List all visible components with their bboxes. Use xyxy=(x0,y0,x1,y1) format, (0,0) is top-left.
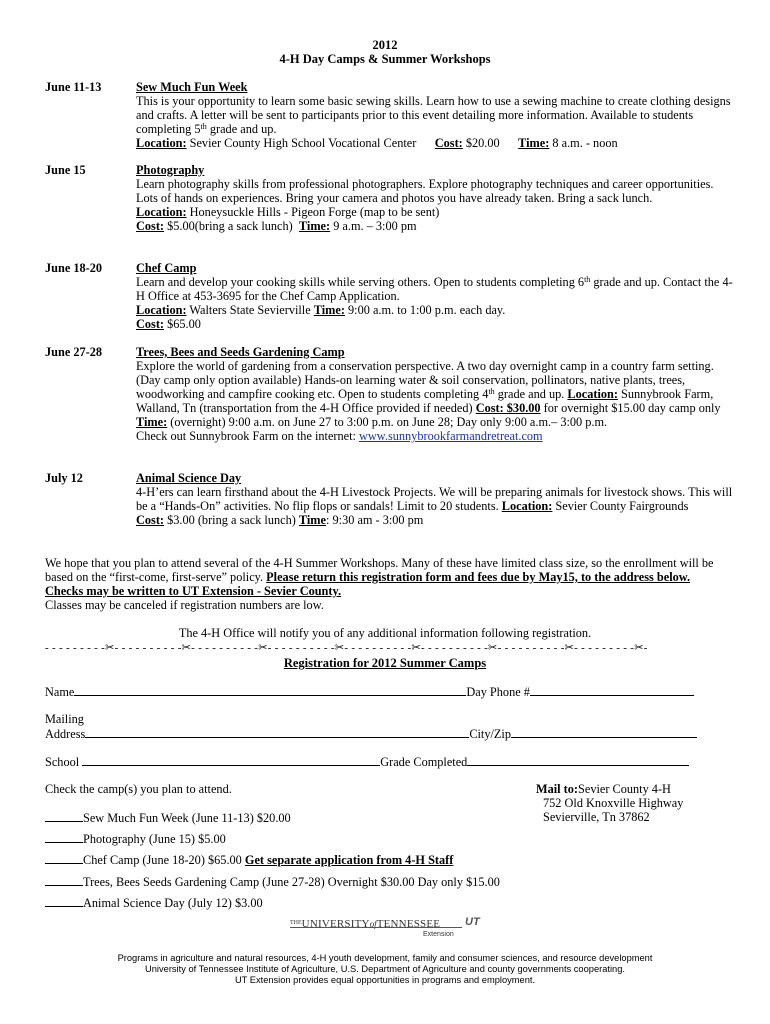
address-label: Address xyxy=(45,727,86,741)
closing-paragraph: We hope that you plan to attend several of the 4-H Summer Workshops. Many of these have limited class size, so the enrollment will be based on the “first-come, first-serve” policy. Please return this registration form and fees due by May15, to the address below. Checks may be written to UT Extension - Sevier County. Classes may be canceled if registration numbers are low. xyxy=(45,556,714,612)
event-name: Photography xyxy=(136,163,205,177)
sunnybrook-link[interactable]: www.sunnybrookfarmandretreat.com xyxy=(359,429,543,443)
event-name: Chef Camp xyxy=(136,261,197,275)
event-description: 4-H’ers can learn firsthand about the 4-H Livestock Projects. We will be preparing animals for livestock shows. This will be a “Hands-On” activities. No flip flops or sandals! Limit to 20 students. Location: Sevier County Fairgrounds xyxy=(136,485,733,513)
event-name: Trees, Bees and Seeds Gardening Camp xyxy=(136,345,345,359)
event-location: Location: Honeysuckle Hills - Pigeon Forge (map to be sent) xyxy=(136,205,440,219)
footer-line-3: UT Extension provides equal opportunities in programs and employment. xyxy=(234,975,536,985)
mail-line-2: 752 Old Knoxville Highway xyxy=(543,796,684,810)
day-phone-line[interactable] xyxy=(530,684,694,696)
name-label: Name xyxy=(45,685,75,699)
camp-option[interactable]: Chef Camp (June 18-20) $65.00 Get separate application from 4-H Staff xyxy=(45,852,453,867)
school-line[interactable] xyxy=(82,754,380,766)
event-details: Location: Sevier County High School Vocational Center Cost: $20.00 Time: 8 a.m. - noon xyxy=(136,136,618,150)
event-date: June 15 xyxy=(45,163,86,177)
event-date: June 27-28 xyxy=(45,345,103,359)
event-cost: Cost: $65.00 xyxy=(136,317,201,331)
footer-line-1: Programs in agriculture and natural resources, 4-H youth development, family and consumer sciences, and resource development xyxy=(117,953,653,963)
cut-line: - - - - - - - - -✂- - - - - - - - - -✂- - - - - - - - - -✂- - - - - - - - - -✂- - - - - - - - - -✂- - - - - - - - - -✂- - - - - - - - - -✂- - - - - - - - -✂- xyxy=(45,642,648,654)
mail-to-address xyxy=(536,782,683,824)
event-description: Learn and develop your cooking skills while serving others. Open to students completing 6th grade and up. Contact the 4-H Office at 453-3695 for the Chef Camp Application. xyxy=(136,275,733,303)
checkbox-blank[interactable] xyxy=(45,810,83,822)
checkbox-blank[interactable] xyxy=(45,852,83,864)
mail-line-3: Sevierville, Tn 37862 xyxy=(543,810,650,824)
university-logo: $^{THE}$UNIVERSITYofTENNESSEE Extension UT xyxy=(290,916,480,938)
mailing-label: Mailing xyxy=(45,712,84,726)
notify-text: The 4-H Office will notify you of any additional information following registration. xyxy=(178,626,592,640)
checkbox-blank[interactable] xyxy=(45,831,83,843)
registration-title: Registration for 2012 Summer Camps xyxy=(283,656,487,670)
city-zip-label: City/Zip xyxy=(469,727,511,741)
address-line[interactable] xyxy=(85,726,469,738)
event-name: Sew Much Fun Week xyxy=(136,80,248,94)
footer-line-2: University of Tennessee Institute of Agriculture, U.S. Department of Agriculture and county governments cooperating. xyxy=(145,964,625,974)
event-date: June 18-20 xyxy=(45,261,103,275)
footer xyxy=(0,953,770,986)
event-website: Check out Sunnybrook Farm on the internet: www.sunnybrookfarmandretreat.com xyxy=(136,429,543,443)
day-phone-label: Day Phone # xyxy=(466,685,530,699)
camp-option[interactable]: Sew Much Fun Week (June 11-13) $20.00 xyxy=(45,810,291,825)
mail-to-label: Mail to: xyxy=(536,782,579,796)
event-name: Animal Science Day xyxy=(136,471,242,485)
camp-option[interactable]: Animal Science Day (July 12) $3.00 xyxy=(45,895,263,910)
check-camps-label: Check the camp(s) you plan to attend. xyxy=(45,782,232,796)
event-time: Time: (overnight) 9:00 a.m. on June 27 to 3:00 p.m. on June 28; Day only 9:00 a.m.– 3:00 p.m. xyxy=(136,415,608,429)
grade-completed-label: Grade Completed xyxy=(380,755,468,769)
document-year: 2012 xyxy=(372,38,398,52)
mail-line-1: Sevier County 4-H xyxy=(578,782,671,796)
event-cost-time: Cost: $3.00 (bring a sack lunch) Time: 9:30 am - 3:00 pm xyxy=(136,513,424,527)
grade-completed-line[interactable] xyxy=(467,754,689,766)
address-field[interactable] xyxy=(45,726,697,741)
name-field[interactable] xyxy=(45,684,694,699)
event-cost-time: Cost: $5.00(bring a sack lunch) Time: 9 a.m. – 3:00 pm xyxy=(136,219,417,233)
event-location-time: Location: Walters State Sevierville Time: 9:00 a.m. to 1:00 p.m. each day. xyxy=(136,303,506,317)
event-description: Explore the world of gardening from a conservation perspective. A two day overnight camp in a country farm setting. (Day camp only option available) Hands-on learning water & soil conservation, pollinators, native plants, trees, woodworking and campfire cooking etc. Open to students completing 4th grade and up. Location: Sunnybrook Farm, Walland, Tn (transportation from the 4-H Office provided if needed) Cost: $30.00 for overnight $15.00 day camp only xyxy=(136,359,721,415)
document-title: 4-H Day Camps & Summer Workshops xyxy=(279,52,491,66)
event-description: Learn photography skills from professional photographers. Explore photography techniques and career opportunities. Lots of hands on experiences. Bring your camera and photos you have already taken. Bring a sack lunch. xyxy=(136,177,714,205)
checkbox-blank[interactable] xyxy=(45,895,83,907)
ut-icon: UT xyxy=(465,916,480,928)
checkbox-blank[interactable] xyxy=(45,874,83,886)
event-date: June 11-13 xyxy=(45,80,102,94)
name-line[interactable] xyxy=(74,684,466,696)
camp-option[interactable]: Photography (June 15) $5.00 xyxy=(45,831,226,846)
event-description: This is your opportunity to learn some basic sewing skills. Learn how to use a sewing machine to create clothing designs and crafts. A letter will be sent to participants prior to this event detailing more information. Available to students completing 5th grade and up. xyxy=(136,94,731,136)
event-date: July 12 xyxy=(45,471,83,485)
school-field[interactable] xyxy=(45,754,689,769)
return-instructions: Please return this registration form and fees due by May15, to the address below. Checks may be written to UT Extension - Sevier County. xyxy=(45,570,691,598)
camp-option[interactable]: Trees, Bees Seeds Gardening Camp (June 27-28) Overnight $30.00 Day only $15.00 xyxy=(45,874,500,889)
school-label: School xyxy=(45,755,80,769)
city-zip-line[interactable] xyxy=(511,726,697,738)
